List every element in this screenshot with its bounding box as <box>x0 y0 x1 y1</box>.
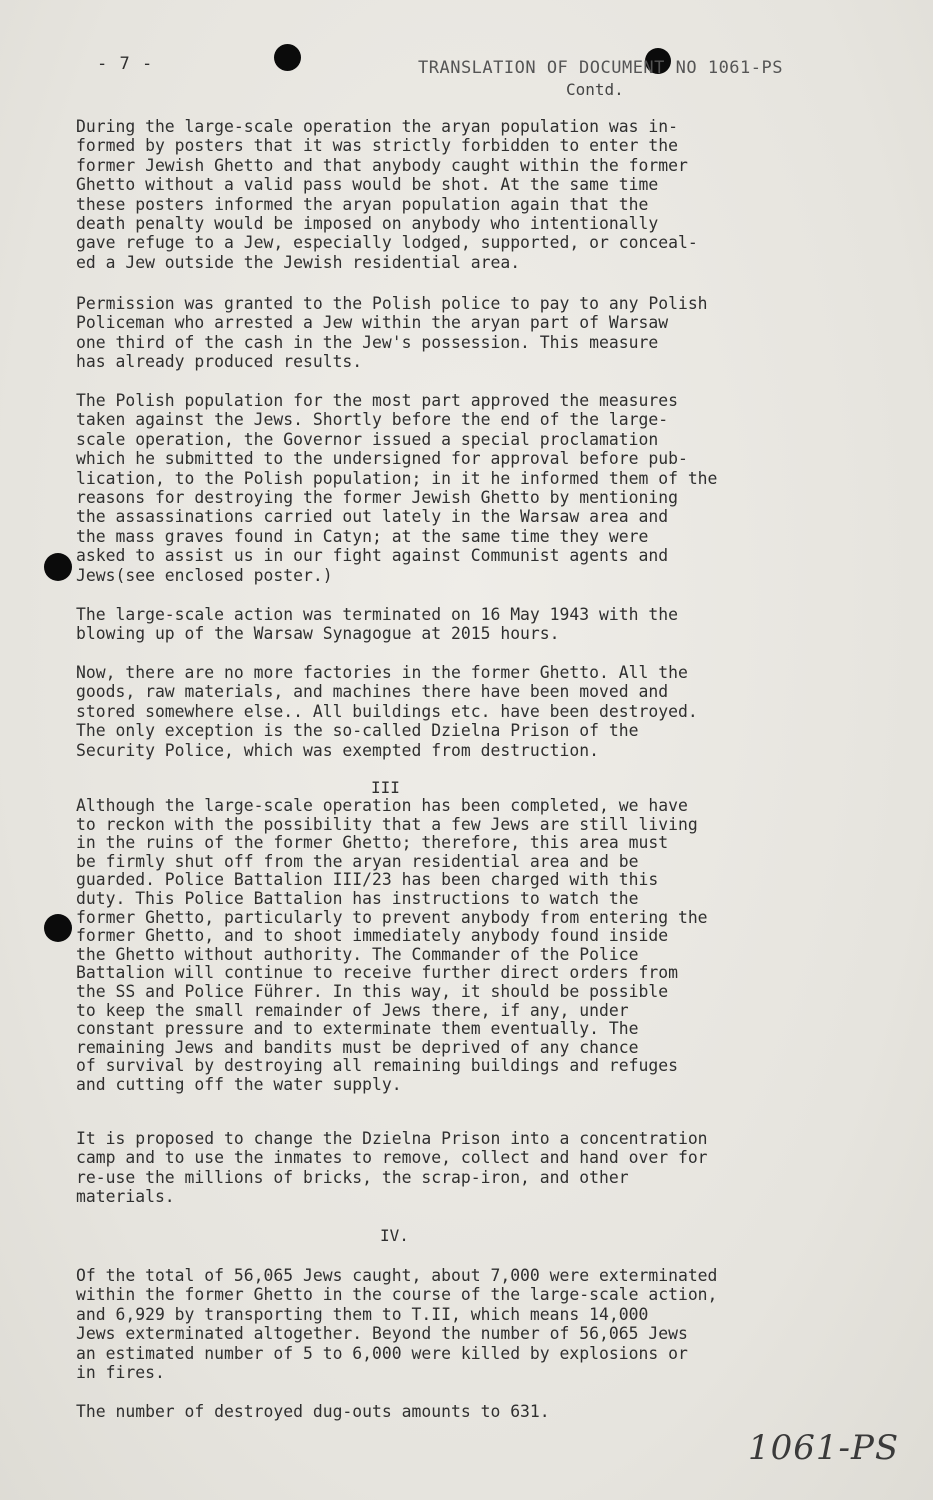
paragraph-polish-police: Permission was granted to the Polish police to pay to any Polish Policeman who arrested a Jew within the aryan part of Warsaw one third of the cash in the Jew's possession. This measure has already produced results. <box>76 294 708 372</box>
paragraph-dzielna-prison: It is proposed to change the Dzielna Prison into a concentration camp and to use the inmates to remove, collect and hand over for re-use the millions of bricks, the scrap-iron, and other materials. <box>76 1129 708 1207</box>
paragraph-factories: Now, there are no more factories in the former Ghetto. All the goods, raw materials, and machines there have been moved and stored somewhere else.. All buildings etc. have been destroyed. The only exception is the so-called Dzielna Prison of the Security Police, which was exempted from destruction. <box>76 663 698 760</box>
handwritten-document-number: 1061-PS <box>748 1428 900 1468</box>
paragraph-dug-outs: The number of destroyed dug-outs amounts to 631. <box>76 1402 550 1421</box>
punch-hole-top <box>274 44 301 71</box>
document-reference: TRANSLATION OF DOCUMENT NO 1061-PS <box>418 58 783 78</box>
paragraph-total-caught: Of the total of 56,065 Jews caught, about 7,000 were exterminated within the former Ghetto in the course of the large-scale action, and 6,929 by transporting them to T.II, which means 14,000 Jews exterminated altogether. Beyond the number of 56,065 Jews an estimated number of 5 to 6,000 were killed by explosions or in fires. <box>76 1266 718 1383</box>
punch-hole-middle <box>44 553 72 581</box>
punch-hole-lower <box>44 914 72 942</box>
paragraph-polish-population: The Polish population for the most part approved the measures taken against the Jews. Shortly before the end of the large- scale operation, the Governor issued a special proclamation which he submitted to the undersigned for approval before pub- lication, to the Polish population; in it he informed them of the reasons for destroying the former Jewish Ghetto by mentioning the assassinations carried out lately in the Warsaw area and the mass graves found in Catyn; at the same time they were asked to assist us in our fight against Communist agents and Jews(see enclosed poster.) <box>76 391 718 585</box>
section-number-3: III <box>371 778 400 797</box>
continued-label: Contd. <box>566 80 624 99</box>
paragraph-posters: During the large-scale operation the aryan population was in- formed by posters that it was strictly forbidden to enter the former Jewish Ghetto and that anybody caught within the former Ghetto without a valid pass would be shot. At the same time these posters informed the aryan population again that the death penalty would be imposed on anybody who intentionally gave refuge to a Jew, especially lodged, supported, or conceal- ed a Jew outside the Jewish residential area. <box>76 117 698 272</box>
paragraph-large-scale-completed: Although the large-scale operation has been completed, we have to reckon with the possibility that a few Jews are still living in the ruins of the former Ghetto; therefore, this area must be firmly shut off from the aryan residential area and be guarded. Police Battalion III/23 has been charged with this duty. This Police Battalion has instructions to watch the former Ghetto, particularly to prevent anybody from entering the former Ghetto, and to shoot immediately anybody found inside the Ghetto without authority. The Commander of the Police Battalion will continue to receive further direct orders from the SS and Police Führer. In this way, it should be possible to keep the small remainder of Jews there, if any, under constant pressure and to exterminate them eventually. The remaining Jews and bandits must be deprived of any chance of survival by destroying all remaining buildings and refuges and cutting off the water supply. <box>76 796 708 1094</box>
page-number: - 7 - <box>97 54 154 74</box>
section-number-4: IV. <box>380 1226 409 1245</box>
paragraph-action-terminated: The large-scale action was terminated on 16 May 1943 with the blowing up of the Warsaw Synagogue at 2015 hours. <box>76 605 678 644</box>
